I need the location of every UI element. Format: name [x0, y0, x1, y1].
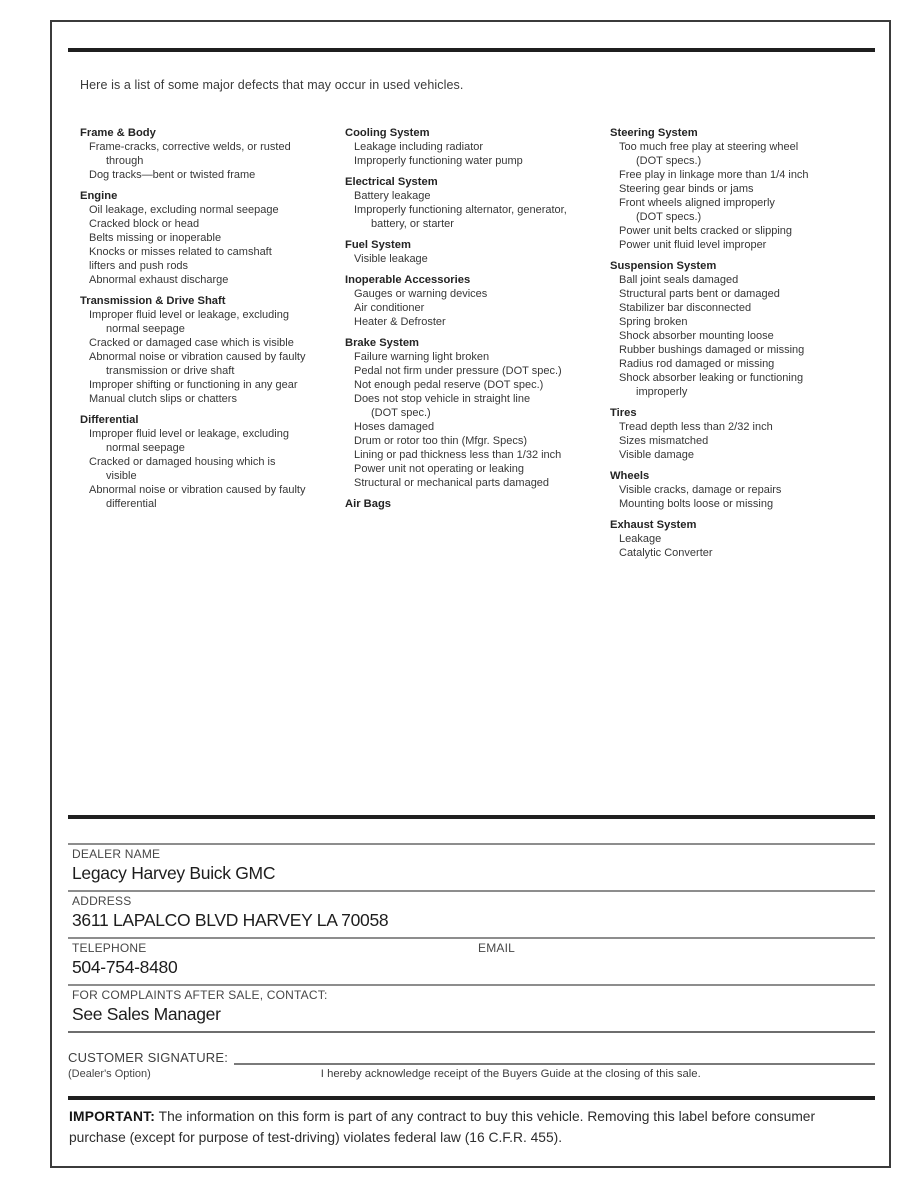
signature-line: [234, 1052, 875, 1065]
defect-item-line: Power unit not operating or leaking: [354, 463, 524, 475]
dealer-form: [68, 843, 875, 1033]
defect-item-line: (DOT specs.): [636, 211, 702, 223]
defect-column: [345, 126, 610, 560]
defect-item-line: differential: [106, 498, 157, 510]
defect-item-line: lifters and push rods: [89, 260, 189, 272]
defect-item-line: Mounting bolts loose or missing: [619, 498, 774, 510]
defect-item-line: Does not stop vehicle in straight line: [354, 393, 531, 405]
defect-item-line: Steering gear binds or jams: [619, 183, 754, 195]
field-label: FOR COMPLAINTS AFTER SALE, CONTACT:: [72, 988, 328, 1002]
defect-section-heading: Steering System: [610, 127, 698, 139]
dealer-name-value: Legacy Harvey Buick GMC: [72, 863, 276, 883]
defect-item-line: Abnormal noise or vibration caused by faulty: [89, 351, 306, 363]
defect-item-line: Visible leakage: [354, 253, 428, 265]
signature-section: [68, 1050, 875, 1080]
defect-item-line: Spring broken: [619, 316, 688, 328]
defect-item-line: Improperly functioning water pump: [354, 155, 523, 167]
defect-item-line: Stabilizer bar disconnected: [619, 302, 752, 314]
telephone-value: 504-754-8480: [72, 957, 178, 977]
defect-item-line: battery, or starter: [371, 218, 454, 230]
defect-column: [80, 126, 345, 560]
defect-item-line: Structural or mechanical parts damaged: [354, 477, 550, 489]
defect-item-line: (DOT specs.): [636, 155, 702, 167]
defect-item-line: Improper fluid level or leakage, excluding: [89, 428, 289, 440]
defect-item-line: Air conditioner: [354, 302, 425, 314]
defect-section-heading: Cooling System: [345, 127, 430, 139]
top-rule: [68, 48, 875, 52]
defect-item-line: Visible cracks, damage or repairs: [619, 484, 782, 496]
defect-item-line: Structural parts bent or damaged: [619, 288, 780, 300]
defect-item-line: Power unit fluid level improper: [619, 239, 767, 251]
important-note: [69, 1106, 867, 1148]
field-row-address: [68, 890, 875, 937]
defect-item-line: Improper shifting or functioning in any gear: [89, 379, 298, 391]
field-label: ADDRESS: [72, 894, 132, 908]
field-label: TELEPHONE: [72, 941, 147, 955]
field-label-email: EMAIL: [478, 941, 516, 955]
form-border: [50, 20, 891, 1168]
defect-item-line: Shock absorber mounting loose: [619, 330, 774, 342]
defect-item-line: Manual clutch slips or chatters: [89, 393, 237, 405]
important-label: IMPORTANT:: [69, 1109, 156, 1124]
defect-item-line: Front wheels aligned improperly: [619, 197, 775, 209]
defect-item-line: Knocks or misses related to camshaft: [89, 246, 272, 258]
defect-item-line: Not enough pedal reserve (DOT spec.): [354, 379, 544, 391]
defect-item-line: Abnormal noise or vibration caused by faulty: [89, 484, 306, 496]
field-row-complaints-contact: [68, 984, 875, 1033]
defect-item-line: Tread depth less than 2/32 inch: [619, 421, 773, 433]
defect-item-line: Ball joint seals damaged: [619, 274, 739, 286]
defect-item-line: Hoses damaged: [354, 421, 435, 433]
defect-item-line: Gauges or warning devices: [354, 288, 488, 300]
defect-section-heading: Suspension System: [610, 260, 717, 272]
field-label: DEALER NAME: [72, 847, 161, 861]
intro-text: Here is a list of some major defects that may occur in used vehicles.: [80, 78, 464, 92]
defect-item-line: Leakage including radiator: [354, 141, 484, 153]
field-row-dealer-name: [68, 843, 875, 890]
defect-item-line: Improper fluid level or leakage, excluding: [89, 309, 289, 321]
defect-item-line: Failure warning light broken: [354, 351, 490, 363]
defect-item-line: through: [106, 155, 144, 167]
defect-section-heading: Differential: [80, 414, 139, 426]
defect-item-line: Visible damage: [619, 449, 695, 461]
defects-list: [80, 126, 881, 560]
acknowledgment-text: I hereby acknowledge receipt of the Buyers Guide at the closing of this sale.: [320, 1068, 701, 1080]
defect-item-line: Shock absorber leaking or functioning: [619, 372, 804, 384]
important-text: The information on this form is part of any contract to buy this vehicle. Removing this label before consumer purchase (except for purpose of test-driving) violates federal law (16 C.F.R. 455).: [69, 1109, 816, 1145]
customer-signature-label: CUSTOMER SIGNATURE:: [68, 1050, 229, 1065]
defect-column: [610, 126, 885, 560]
defect-item-line: Improperly functioning alternator, generator,: [354, 204, 567, 216]
defect-item-line: Dog tracks—bent or twisted frame: [89, 169, 256, 181]
defect-item-line: Frame-cracks, corrective welds, or rusted: [89, 141, 291, 153]
defect-section-heading: Brake System: [345, 337, 420, 349]
defect-section-heading: Frame & Body: [80, 127, 156, 139]
defect-item-line: Drum or rotor too thin (Mfgr. Specs): [354, 435, 527, 447]
important-rule: [68, 1096, 875, 1100]
defect-item-line: Battery leakage: [354, 190, 431, 202]
defect-item-line: Cracked block or head: [89, 218, 200, 230]
defect-item-line: transmission or drive shaft: [106, 365, 235, 377]
address-value: 3611 LAPALCO BLVD HARVEY LA 70058: [72, 910, 389, 930]
defect-item-line: Cracked or damaged case which is visible: [89, 337, 294, 349]
defect-item-line: Catalytic Converter: [619, 547, 713, 559]
field-row-telephone-email: [68, 937, 875, 984]
defect-section-heading: Electrical System: [345, 176, 438, 188]
defect-item-line: Power unit belts cracked or slipping: [619, 225, 793, 237]
defect-item-line: Cracked or damaged housing which is: [89, 456, 276, 468]
defect-section-heading: Transmission & Drive Shaft: [80, 295, 226, 307]
defect-item-line: (DOT spec.): [371, 407, 431, 419]
dealer-section-rule: [68, 815, 875, 819]
defect-item-line: Sizes mismatched: [619, 435, 709, 447]
defect-item-line: Too much free play at steering wheel: [619, 141, 799, 153]
defect-item-line: Oil leakage, excluding normal seepage: [89, 204, 279, 216]
defect-section-heading: Inoperable Accessories: [345, 274, 471, 286]
defect-item-line: normal seepage: [106, 323, 185, 335]
defect-item-line: visible: [106, 470, 137, 482]
defect-item-line: Free play in linkage more than 1/4 inch: [619, 169, 809, 181]
defect-section-heading: Air Bags: [345, 498, 392, 510]
dealer-option-note: (Dealer's Option): [68, 1068, 151, 1080]
complaints-contact-value: See Sales Manager: [72, 1004, 221, 1024]
defect-section-heading: Tires: [610, 407, 637, 419]
defect-item-line: Rubber bushings damaged or missing: [619, 344, 805, 356]
defect-section-heading: Exhaust System: [610, 519, 697, 531]
defect-item-line: Pedal not firm under pressure (DOT spec.): [354, 365, 562, 377]
defect-section-heading: Wheels: [610, 470, 650, 482]
defect-section-heading: Engine: [80, 190, 118, 202]
defect-item-line: Radius rod damaged or missing: [619, 358, 775, 370]
defect-item-line: normal seepage: [106, 442, 185, 454]
defect-item-line: Lining or pad thickness less than 1/32 inch: [354, 449, 562, 461]
defect-item-line: improperly: [636, 386, 688, 398]
defect-item-line: Heater & Defroster: [354, 316, 446, 328]
defect-item-line: Leakage: [619, 533, 662, 545]
defect-section-heading: Fuel System: [345, 239, 411, 251]
defect-item-line: Abnormal exhaust discharge: [89, 274, 229, 286]
defect-item-line: Belts missing or inoperable: [89, 232, 222, 244]
